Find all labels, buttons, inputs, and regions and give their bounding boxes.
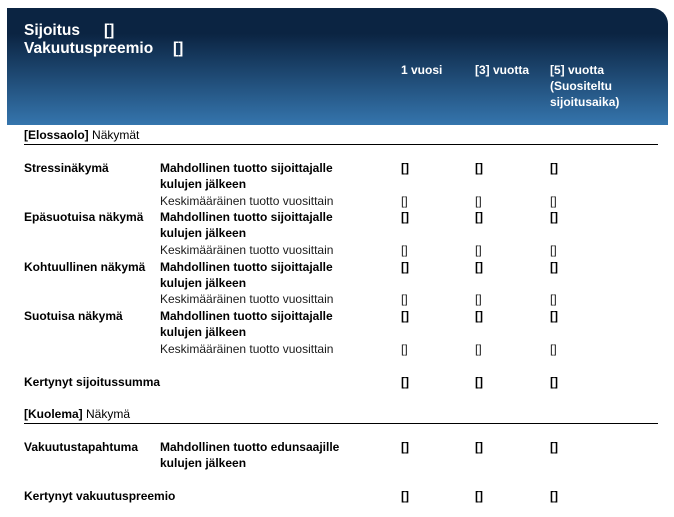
accumulated-value-5y: [] xyxy=(550,375,558,389)
return-label-line: kulujen jälkeen xyxy=(160,226,247,240)
column-header-note: (Suositeltu xyxy=(550,79,612,93)
return-label-line: Mahdollinen tuotto sijoittajalle xyxy=(160,260,333,274)
column-header-label: [5] vuotta xyxy=(550,63,604,77)
average-value-3y: [] xyxy=(475,194,482,208)
average-value-3y: [] xyxy=(475,342,482,356)
return-label-line: Mahdollinen tuotto sijoittajalle xyxy=(160,210,333,224)
accumulated-value-1y: [] xyxy=(401,375,409,389)
return-value-5y: [] xyxy=(550,260,558,274)
scenario-name: Epäsuotuisa näkymä xyxy=(24,210,144,224)
death-section-title xyxy=(24,406,130,422)
section-title-tag: [Kuolema] xyxy=(24,407,83,421)
average-return-row xyxy=(0,291,674,307)
investment-value: [] xyxy=(104,22,115,39)
column-header-label: [3] vuotta xyxy=(475,63,529,77)
return-label xyxy=(160,259,333,291)
return-value-1y: [] xyxy=(401,210,409,224)
return-value-1y: [] xyxy=(401,161,409,175)
return-label xyxy=(160,160,333,192)
average-value-1y: [] xyxy=(401,342,408,356)
event-value-3y: [] xyxy=(475,440,483,454)
average-value-1y: [] xyxy=(401,292,408,306)
scenario-row-favourable xyxy=(0,308,674,357)
accumulated-investment-label: Kertynyt sijoitussumma xyxy=(24,375,161,389)
section-divider xyxy=(24,144,658,145)
average-return-label: Keskimääräinen tuotto vuosittain xyxy=(160,194,334,208)
return-label-line: Mahdollinen tuotto sijoittajalle xyxy=(160,161,333,175)
return-label-line: kulujen jälkeen xyxy=(160,276,247,290)
return-value-1y: [] xyxy=(401,260,409,274)
return-label-line: kulujen jälkeen xyxy=(160,456,247,470)
premium-value: [] xyxy=(173,40,184,57)
column-header-3y xyxy=(475,62,529,78)
section-title-text: Näkymät xyxy=(92,128,140,142)
return-value-5y: [] xyxy=(550,309,558,323)
scenario-name: Stressinäkymä xyxy=(24,161,109,175)
scenario-row-unfavourable xyxy=(0,209,674,258)
return-value-5y: [] xyxy=(550,161,558,175)
average-value-5y: [] xyxy=(550,342,557,356)
survival-section-title xyxy=(24,127,139,143)
return-label xyxy=(160,439,339,471)
header-band xyxy=(7,8,668,125)
event-value-1y: [] xyxy=(401,440,409,454)
average-value-5y: [] xyxy=(550,194,557,208)
return-label xyxy=(160,209,333,241)
return-value-3y: [] xyxy=(475,161,483,175)
average-value-3y: [] xyxy=(475,243,482,257)
premium-label: Vakuutuspreemio xyxy=(24,40,154,57)
return-label-line: Mahdollinen tuotto edunsaajille xyxy=(160,440,340,454)
average-value-3y: [] xyxy=(475,292,482,306)
average-return-label: Keskimääräinen tuotto vuosittain xyxy=(160,342,334,356)
accumulated-premium-row xyxy=(0,488,674,504)
average-return-row xyxy=(0,242,674,258)
section-title-text: Näkymä xyxy=(86,407,131,421)
return-label-line: Mahdollinen tuotto sijoittajalle xyxy=(160,309,333,323)
insured-event-row xyxy=(0,439,674,488)
investment-label: Sijoitus xyxy=(24,22,80,39)
scenario-row-stress xyxy=(0,160,674,209)
accumulated-premium-label: Kertynyt vakuutuspreemio xyxy=(24,489,176,503)
average-value-1y: [] xyxy=(401,243,408,257)
premium-value-5y: [] xyxy=(550,489,558,503)
return-value-1y: [] xyxy=(401,309,409,323)
premium-value-1y: [] xyxy=(401,489,409,503)
premium-value-3y: [] xyxy=(475,489,483,503)
column-header-5y xyxy=(550,62,619,110)
accumulated-value-3y: [] xyxy=(475,375,483,389)
scenario-name: Suotuisa näkymä xyxy=(24,309,123,323)
average-value-1y: [] xyxy=(401,194,408,208)
average-return-row xyxy=(0,193,674,209)
return-value-3y: [] xyxy=(475,260,483,274)
scenario-row-moderate xyxy=(0,259,674,308)
insured-event-name: Vakuutustapahtuma xyxy=(24,440,139,454)
column-header-1y xyxy=(401,62,442,78)
column-header-note: sijoitusaika) xyxy=(550,95,620,109)
scenario-name: Kohtuullinen näkymä xyxy=(24,260,146,274)
average-value-5y: [] xyxy=(550,243,557,257)
return-value-5y: [] xyxy=(550,210,558,224)
return-value-3y: [] xyxy=(475,309,483,323)
section-divider xyxy=(24,423,658,424)
return-label-line: kulujen jälkeen xyxy=(160,177,247,191)
average-return-label: Keskimääräinen tuotto vuosittain xyxy=(160,292,334,306)
return-label-line: kulujen jälkeen xyxy=(160,325,247,339)
average-return-label: Keskimääräinen tuotto vuosittain xyxy=(160,243,334,257)
average-value-5y: [] xyxy=(550,292,557,306)
average-return-row xyxy=(0,341,674,357)
return-label xyxy=(160,308,333,340)
section-title-tag: [Elossaolo] xyxy=(24,128,89,142)
column-header-label: 1 vuosi xyxy=(401,63,443,77)
return-value-3y: [] xyxy=(475,210,483,224)
event-value-5y: [] xyxy=(550,440,558,454)
